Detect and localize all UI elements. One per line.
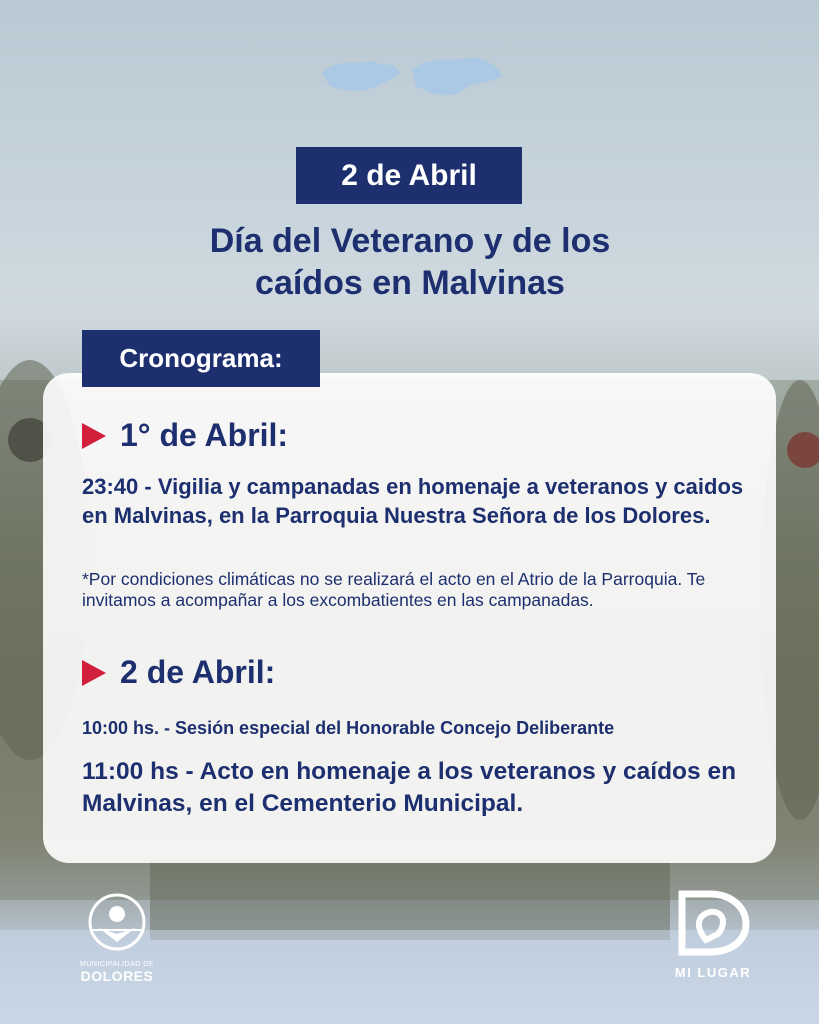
day1-event: 23:40 - Vigilia y campanadas en homenaje a veteranos y caidos en Malvinas, en la Parroquia Nuestra Señora de los Dolores. xyxy=(82,474,744,528)
mi-lugar-label: MI LUGAR xyxy=(674,965,752,980)
day2-title: 2 de Abril: xyxy=(120,654,276,690)
day2-event2: 11:00 hs - Acto en homenaje a los veteranos y caídos en Malvinas, en el Cementerio Municipal. xyxy=(82,758,737,817)
page-title xyxy=(120,220,700,304)
date-badge: 2 de Abril xyxy=(296,147,522,204)
play-triangle-icon xyxy=(82,660,106,686)
schedule-label: Cronograma: xyxy=(82,330,320,387)
municipal-seal-icon xyxy=(87,892,147,952)
municipal-logo xyxy=(72,892,162,992)
day1-title: 1° de Abril: xyxy=(120,417,289,453)
day2-event1: 10:00 hs. - Sesión especial del Honorable Concejo Deliberante xyxy=(82,718,615,738)
municipal-label-bottom: DOLORES xyxy=(80,968,154,984)
municipal-label-top: MUNICIPALIDAD DE xyxy=(80,961,154,968)
day1-note: *Por condiciones climáticas no se realizará el acto en el Atrio de la Parroquia. Te invitamos a acompañar a los excombatientes en las campanadas. xyxy=(82,569,706,610)
mi-lugar-logo xyxy=(668,890,758,986)
day1-heading xyxy=(82,417,288,454)
play-triangle-icon xyxy=(82,423,106,449)
d-mi-lugar-icon xyxy=(676,890,750,956)
day2-heading xyxy=(82,654,275,691)
headline-line1: Día del Veterano y de los xyxy=(209,222,611,260)
malvinas-map-icon xyxy=(312,44,508,108)
headline-line2: caídos en Malvinas xyxy=(255,264,565,302)
